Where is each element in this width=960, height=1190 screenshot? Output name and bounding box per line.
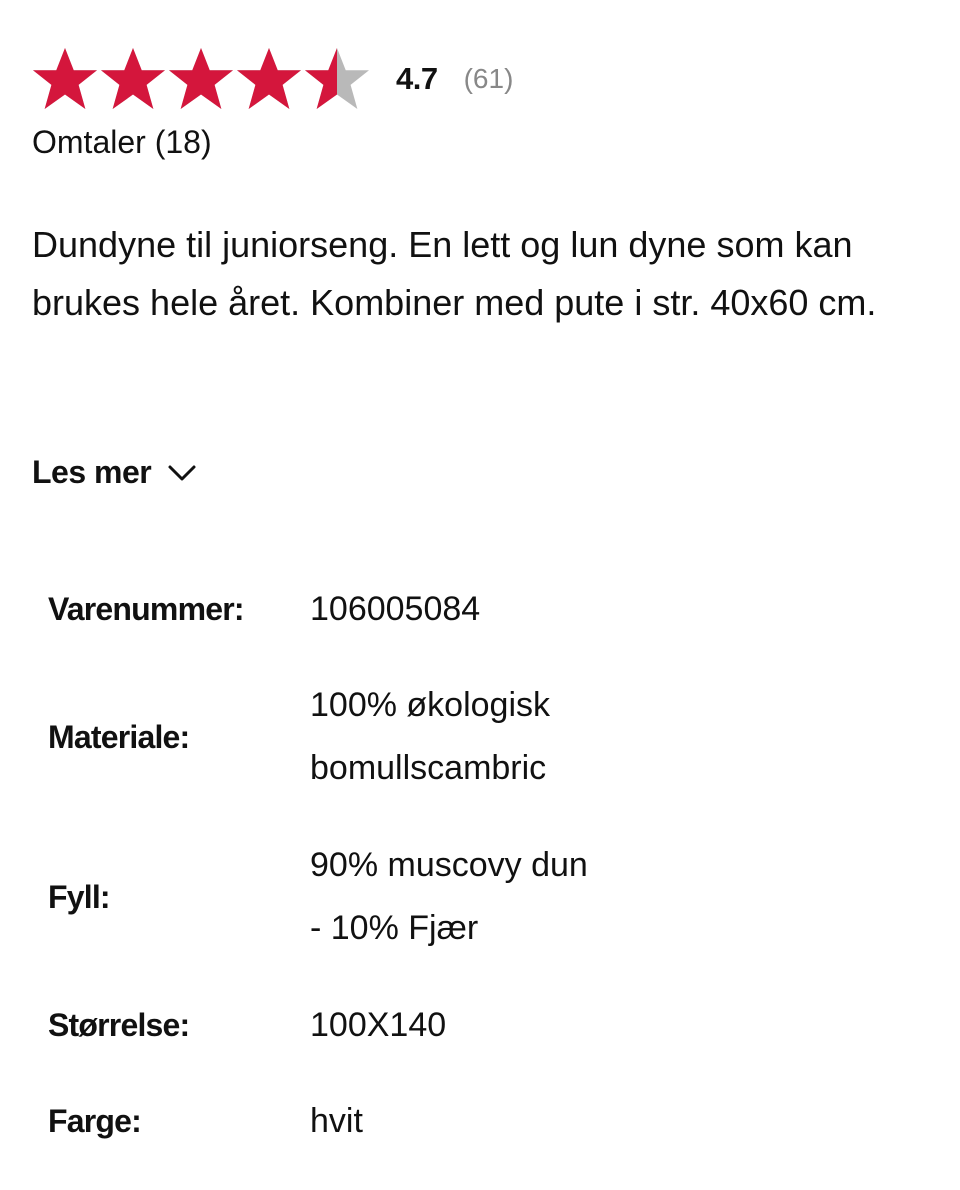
spec-value: 106005084: [310, 590, 481, 628]
spec-label: Materiale:: [48, 718, 190, 755]
spec-row-materiale: [48, 674, 928, 800]
spec-label: Fyll:: [48, 878, 110, 915]
spec-label: Varenummer:: [48, 591, 244, 627]
read-more-button[interactable]: [32, 454, 197, 491]
spec-value: 90% muscovy dun - 10% Fjær: [310, 846, 588, 947]
spec-row-fyll: [48, 834, 928, 960]
rating-summary[interactable]: [32, 44, 513, 114]
star-icon: [168, 47, 234, 111]
spec-row-varenummer: [48, 578, 928, 641]
star-icon: [304, 47, 370, 111]
star-rating: [32, 47, 370, 111]
star-icon: [32, 47, 98, 111]
star-icon: [100, 47, 166, 111]
spec-row-storrelse: [48, 994, 928, 1057]
product-description: Dundyne til juniorseng. En lett og lun dyne som kan brukes hele året. Kombiner med pute i str. 40x60 cm.: [32, 224, 877, 323]
spec-value: 100% økologisk bomullscambric: [310, 686, 551, 787]
reviews-link[interactable]: Omtaler (18): [32, 124, 212, 160]
spec-row-farge: [48, 1090, 928, 1153]
rating-value: 4.7: [396, 61, 438, 96]
read-more-label: Les mer: [32, 454, 152, 490]
chevron-down-icon: [167, 454, 197, 491]
rating-count: (61): [463, 63, 514, 94]
spec-value: 100X140: [310, 1006, 447, 1044]
spec-value: hvit: [310, 1102, 363, 1140]
spec-label: Farge:: [48, 1103, 141, 1139]
star-icon: [236, 47, 302, 111]
spec-label: Størrelse:: [48, 1007, 190, 1043]
